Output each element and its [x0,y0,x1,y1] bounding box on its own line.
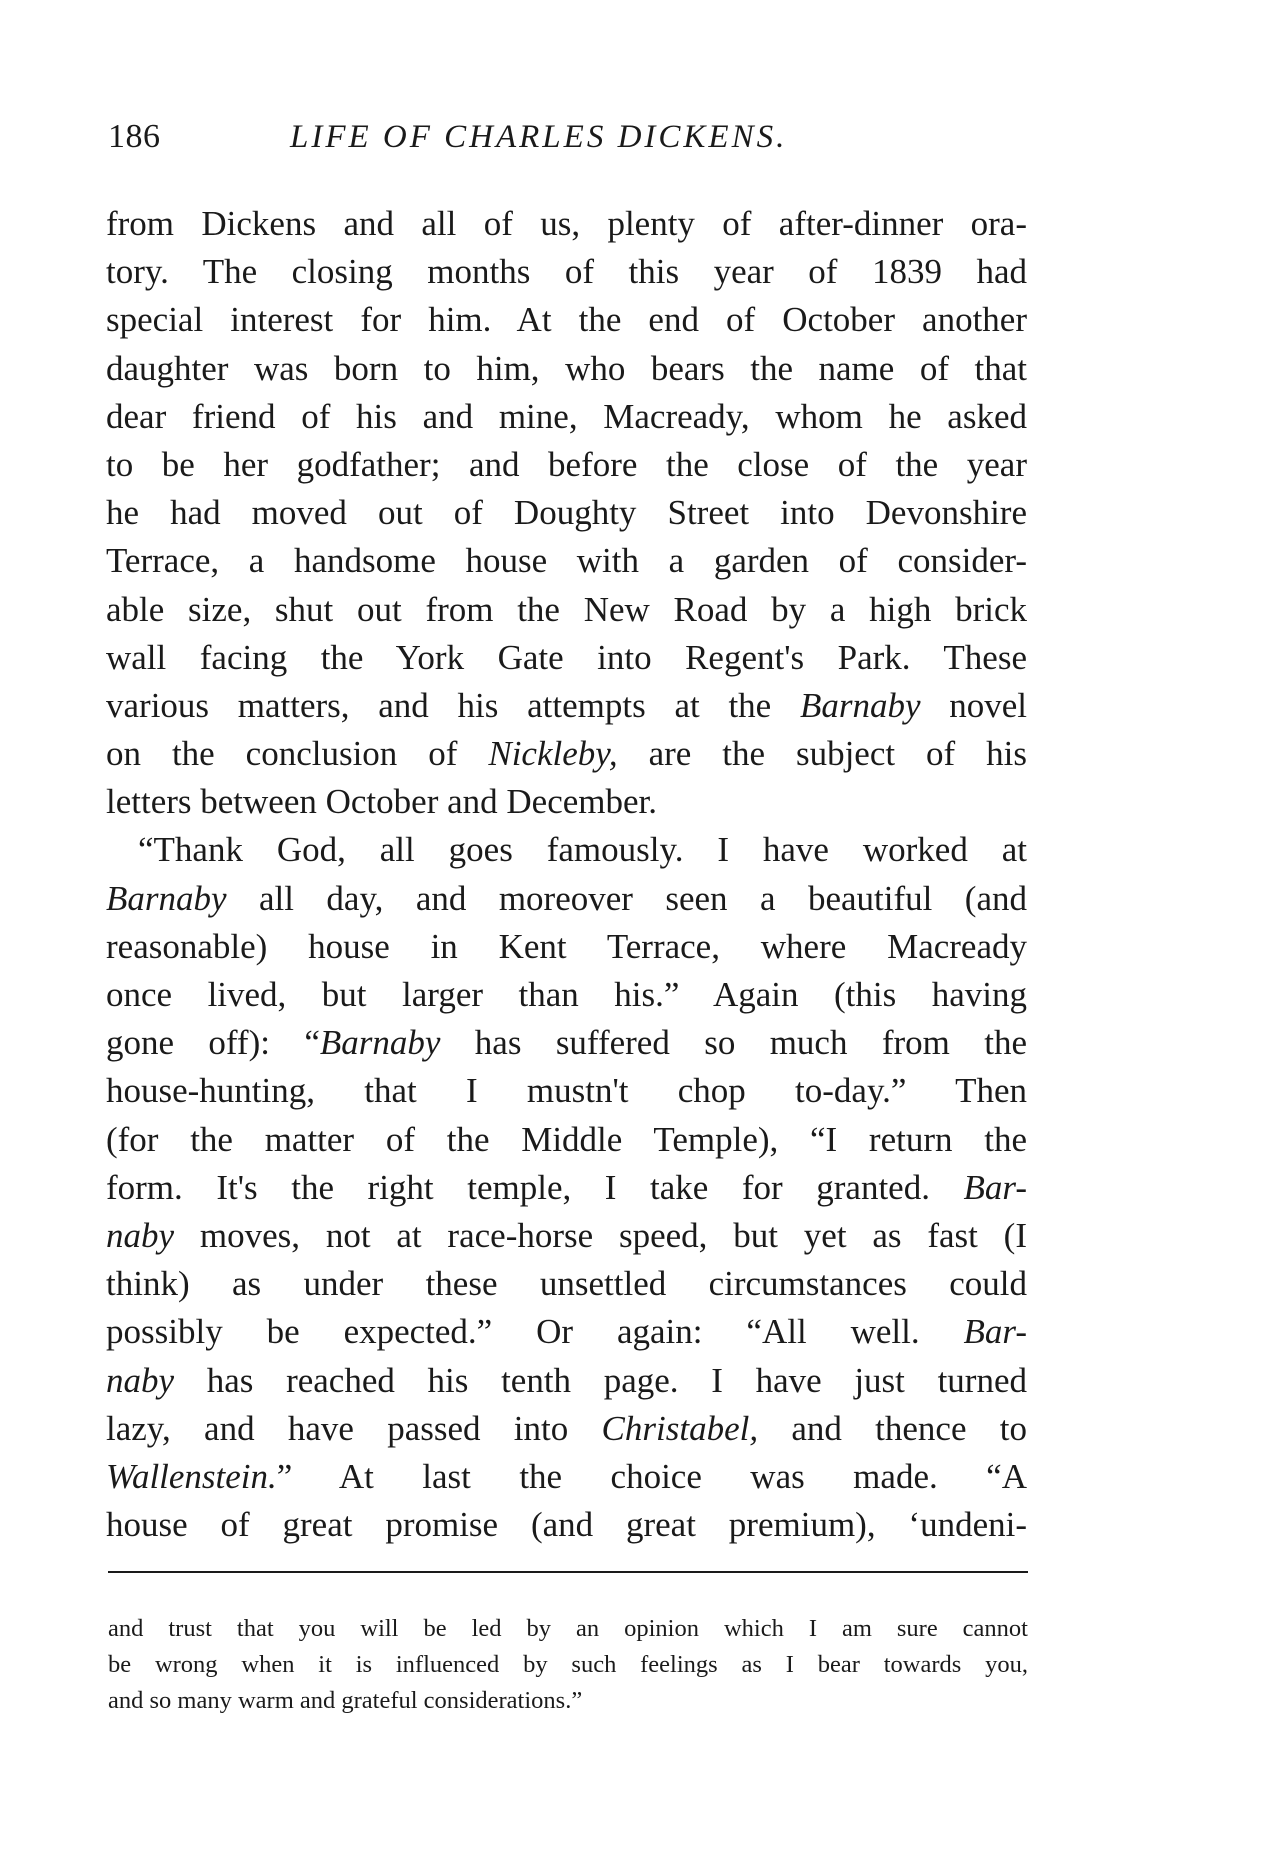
text-run: ” At last the choice was made. “A [276,1456,1027,1496]
text-line [106,1019,1027,1067]
footnote-divider [108,1571,1028,1573]
text-line: he had moved out of Doughty Street into Devonshire [106,493,1027,533]
italic-title: Wallenstein. [106,1456,277,1496]
text-run: and thence to [758,1408,1027,1448]
text-line: think) as under these unsettled circumstances could [106,1264,1027,1304]
text-run: on the conclusion of [106,734,489,774]
text-line [106,1357,1027,1405]
text-run: gone off): “ [106,1023,320,1063]
italic-title: Nickleby, [488,734,618,774]
text-run: lazy, and have passed into [106,1408,602,1448]
text-line: reasonable) house in Kent Terrace, where Macready [106,926,1027,966]
text-line: house-hunting, that I mustn't chop to-day.” Then [106,1071,1027,1111]
italic-title: Barnaby [799,685,921,725]
text-line [106,730,1027,778]
text-line [106,875,1027,923]
text-line: able size, shut out from the New Road by a high brick [106,589,1027,629]
text-run: all day, and moreover seen a beautiful (and [226,878,1027,918]
text-line: once lived, but larger than his.” Again (this having [106,975,1027,1014]
italic-title: Bar- [963,1167,1027,1207]
italic-title: Barnaby [106,878,227,918]
text-line: special interest for him. At the end of October another [106,300,1027,340]
text-run: has suffered so much from the [440,1023,1027,1063]
text-line [106,1405,1027,1453]
text-line [106,1164,1027,1212]
italic-title: naby [106,1360,175,1400]
italic-title: Barnaby [319,1023,441,1063]
text-line [106,682,1027,730]
footnote-line: be wrong when it is influenced by such feelings as I bear towards you, [108,1651,1028,1678]
text-line: tory. The closing months of this year of 1839 had [106,252,1027,292]
text-line: daughter was born to him, who bears the name of that [106,348,1027,388]
italic-title: Christabel, [601,1408,759,1448]
text-line [106,1212,1027,1260]
text-line: “Thank God, all goes famously. I have worked at [138,830,1027,870]
running-title: LIFE OF CHARLES DICKENS. [290,119,788,155]
text-run: various matters, and his attempts at the [106,685,800,725]
main-text [106,200,1027,1549]
italic-title: Bar- [963,1312,1027,1352]
text-line: (for the matter of the Middle Temple), “I return the [106,1119,1027,1159]
page-number: 186 [108,118,161,155]
page-header [108,118,1038,168]
text-run: form. It's the right temple, I take for granted. [106,1167,964,1207]
text-line: from Dickens and all of us, plenty of after-dinner ora- [106,204,1027,243]
text-line: house of great promise (and great premium), ‘undeni- [106,1505,1027,1545]
text-line: wall facing the York Gate into Regent's Park. These [106,637,1027,677]
text-run: possibly be expected.” Or again: “All well. [106,1312,964,1352]
text-line [106,1308,1027,1356]
footnote-line: and so many warm and grateful considerations.” [108,1687,583,1714]
footnote [108,1611,1028,1719]
text-line: letters between October and December. [106,782,657,822]
text-run: moves, not at race-horse speed, but yet as fast (I [174,1215,1027,1255]
text-line [106,1453,1027,1501]
text-line: Terrace, a handsome house with a garden of consider- [106,541,1027,581]
footnote-line: and trust that you will be led by an opinion which I am sure cannot [108,1615,1028,1642]
text-run: are the subject of his [617,734,1027,774]
text-line: to be her godfather; and before the close of the year [106,444,1027,484]
text-line: dear friend of his and mine, Macready, whom he asked [106,396,1027,436]
text-run: has reached his tenth page. I have just turned [174,1360,1027,1400]
text-run: novel [920,685,1027,725]
italic-title: naby [106,1215,175,1255]
